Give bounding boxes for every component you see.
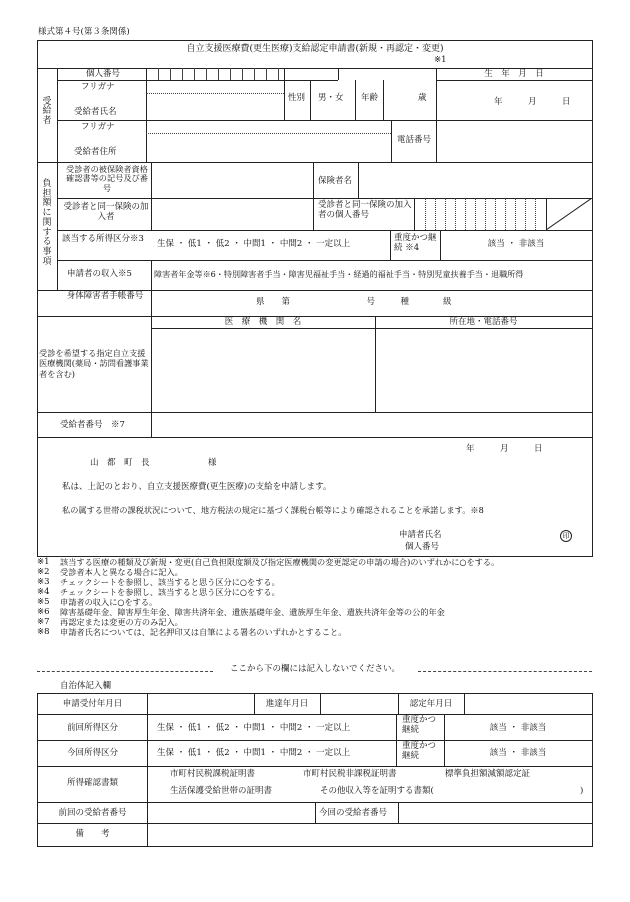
insurer-field[interactable] [359,163,591,198]
same-insurance-field[interactable] [152,199,312,229]
doc-option-nontaxed[interactable]: 市町村民税非課税証明書 [303,769,397,779]
office-heading: 自治体記入欄 [60,681,112,691]
age-label: 年齢 [361,93,379,103]
prev-recipient-number-label: 前回の受給者番号 [58,808,127,818]
diagonal-strike [546,198,592,230]
prev-severe-label: 重度かつ継続 [402,715,437,735]
income-class-options[interactable]: 生保 ・ 低1 ・ 低2 ・ 中間1 ・ 中間2 ・ 一定以上 [157,239,351,249]
recipient-group-label: 受給者 [42,97,52,126]
curr-income-class-options[interactable]: 生保 ・ 低1 ・ 低2 ・ 中間1 ・ 中間2 ・ 一定以上 [157,748,351,758]
declaration-line-2: 私の属する世帯の課税状況について、地方税法の規定に基づく課税台帳等により確認されることを承諾します。※8 [62,505,484,515]
note-mark: ※4 [37,587,50,597]
burden-group-label: 負担額に関する事項 [42,179,52,267]
note-text: 申請者の収入に○をする。 [60,597,158,607]
personal-number-label: 個人番号 [86,69,121,79]
furigana-label: フリガナ [81,82,115,92]
note-mark: ※2 [37,567,50,577]
applicant-income-options[interactable]: 障害者年金等※6・特別障害者手当・障害児福祉手当・経過的福祉手当・特別児童扶養手当・退職所得 [154,269,524,279]
prev-severe-options[interactable]: 該当 ・ 非該当 [489,723,547,733]
doc-option-other-close: ) [580,786,584,796]
note-mark: ※5 [37,597,50,607]
insurer-label: 保険者名 [318,176,353,186]
note-text: 受診者本人と異なる場合に記入。 [60,567,183,577]
title-note: ※1 [434,55,447,65]
note-mark: ※7 [37,617,50,627]
institution-address-header: 所在地・電話番号 [449,317,518,327]
birth-units: 年 月 日 [494,97,571,107]
note-mark: ※8 [37,627,50,637]
same-insurance-label: 受診者と同一保険の加入者 [63,202,149,222]
doc-option-other[interactable]: その他収入等を証明する書類( [320,786,434,796]
birth-label: 生 年 月 日 [484,69,544,79]
curr-severe-label: 重度かつ継続 [402,741,437,761]
received-date-label: 申請受付年月日 [62,699,123,709]
remarks-field[interactable] [148,824,590,844]
institution-name-field[interactable] [152,329,374,411]
insurance-number-label: 受診者の被保険者資格確認書等の記号及び番号 [66,164,148,193]
doc-option-taxed[interactable]: 市町村民税課税証明書 [170,769,256,779]
phone-label: 電話番号 [397,135,432,145]
note-text: 該当する医療の種類及び新規・変更(自己負担限度額及び指定医療機関の変更認定の申請の場合)のいずれかに○をする。 [60,557,500,567]
note-mark: ※3 [37,577,50,587]
recipient-name-field[interactable] [147,94,283,120]
recipient-number-field[interactable] [152,413,591,436]
note-mark: ※6 [37,607,50,617]
addressee: 山 都 町 長 [90,458,150,468]
honorific: 様 [208,458,217,468]
divider-text: ここから下の欄には記入しないでください。 [229,664,400,674]
curr-recipient-number-label: 今回の受給者番号 [319,808,388,818]
divider-right [418,671,592,672]
sex-label: 性別 [288,93,306,103]
approved-date-label: 認定年月日 [409,699,453,709]
seal-mark: 印 [560,530,572,542]
institution-name-header: 医 療 機 関 名 [224,317,302,327]
sex-options[interactable]: 男・女 [318,93,344,103]
recipient-number-label: 受給者番号 ※7 [60,420,125,430]
insurance-number-field[interactable] [152,163,312,198]
severe-continuous-options[interactable]: 該当 ・ 非該当 [487,239,545,249]
application-date[interactable]: 年 月 日 [466,444,543,454]
furigana-label-address: フリガナ [81,122,115,132]
note-text: 障害基礎年金、障害厚生年金、障害共済年金、遺族基礎年金、遺族厚生年金、遺族共済年金等の公的年金 [60,607,445,617]
handbook-number[interactable]: 県 第 号 種 級 [256,297,452,307]
divider-left [37,671,213,672]
note-text: 申請者氏名については、記名押印又は自筆による署名のいずれかとすること。 [60,627,347,637]
recipient-name-label: 受給者氏名 [74,107,117,117]
note-text: チェックシートを参照し、該当すると思う区分に○をする。 [60,587,280,597]
declaration-line-1: 私は、上記のとおり、自立支援医療費(更生医療)の支給を申請します。 [62,482,332,492]
prev-income-class-options[interactable]: 生保 ・ 低1 ・ 低2 ・ 中間1 ・ 中間2 ・ 一定以上 [157,723,351,733]
note-text: 再認定または変更の方のみ記入。 [60,617,183,627]
doc-option-reduction[interactable]: 標準負担額減額認定証 [445,769,531,779]
note-text: チェックシートを参照し、該当すると思う区分に○をする。 [60,577,280,587]
form-id: 様式第４号(第３条関係) [38,27,130,37]
income-class-label: 該当する所得区分※3 [62,234,144,244]
recipient-address-label: 受給者住所 [74,147,117,157]
remarks-label: 備 考 [75,829,110,839]
severe-continuous-label: 重度かつ継続 ※4 [394,233,437,253]
curr-severe-options[interactable]: 該当 ・ 非該当 [489,748,547,758]
doc-option-welfare[interactable]: 生活保護受給世帯の証明書 [170,786,273,796]
curr-income-class-label: 今回所得区分 [66,748,118,758]
progress-date-label: 進達年月日 [265,699,309,709]
income-docs-label: 所得確認書類 [66,778,118,788]
institution-label: 受診を希望する指定自立支援医療機関(薬局・訪問看護事業者を含む) [39,348,149,379]
institution-address-field[interactable] [376,329,591,411]
applicant-number-label: 個人番号 [405,542,440,552]
age-unit: 歳 [418,93,427,103]
recipient-address-field[interactable] [147,134,390,161]
handbook-label: 身体障害者手帳番号 [66,291,144,301]
form-title: 自立支援医療費(更生医療)支給認定申請書(新規・再認定・変更) [186,44,444,54]
same-insurance-number-label: 受診者と同一保険の加入者の個人番号 [318,200,412,220]
applicant-income-label: 申請者の収入※5 [67,269,132,279]
applicant-name-label: 申請者氏名 [399,530,442,540]
note-mark: ※1 [37,557,50,567]
prev-income-class-label: 前回所得区分 [66,723,118,733]
personal-number-boxes[interactable] [146,68,284,80]
phone-field[interactable] [437,121,591,161]
